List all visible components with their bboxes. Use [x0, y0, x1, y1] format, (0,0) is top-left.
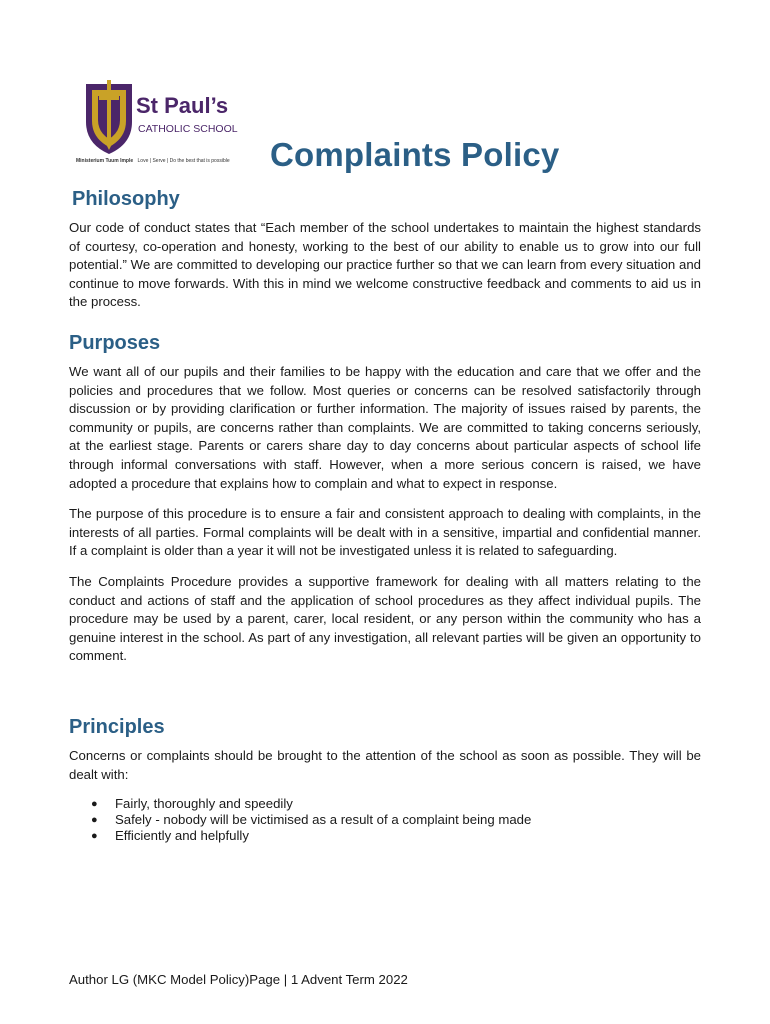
school-crest-icon [72, 70, 272, 170]
list-item [91, 828, 701, 844]
principles-section [69, 716, 701, 844]
list-item [91, 796, 701, 812]
bullet-icon: ● [91, 830, 98, 843]
logo-subtitle: CATHOLIC SCHOOL [138, 123, 238, 135]
principles-list [69, 796, 701, 844]
philosophy-heading: Philosophy [72, 188, 180, 210]
logo-motto-bold: Ministerium Tuum Imple [76, 158, 134, 164]
purposes-paragraph: The purpose of this procedure is to ensure a fair and consistent approach to dealing with complaints, in the interests of all parties. Formal complaints will be dealt with in a sensitive, impartial and confidential manner. If a complaint is older than a year it will not be investigated unless it is related to safeguarding. [69, 506, 701, 559]
document-title: Complaints Policy [270, 136, 560, 173]
purposes-heading: Purposes [69, 332, 161, 354]
school-logo [72, 70, 272, 170]
purposes-paragraph: The Complaints Procedure provides a supportive framework for dealing with all matters relating to the conduct and actions of staff and the application of school procedures as they affect individual pupils. The procedure may be used by a parent, carer, local resident, or any person within the community who has a genuine interest in the school. As part of any investigation, all relevant parties will be given an opportunity to comment. [69, 573, 701, 664]
list-item-text: Efficiently and helpfully [115, 828, 249, 844]
page-footer: Author LG (MKC Model Policy)Page | 1 Advent Term 2022 [69, 972, 408, 987]
list-item-text: Fairly, thoroughly and speedily [115, 796, 293, 812]
logo-name: St Paul’s [136, 93, 229, 118]
logo-motto-rest: Love | Serve | Do the best that is possible [137, 158, 230, 164]
philosophy-paragraph: Our code of conduct states that “Each member of the school undertakes to maintain the highest standards of courtesy, co-operation and honesty, working to the best of our ability to enable us to grow into our full potential.” We are committed to developing our practice further so that we can learn from every situation and continue to move forwards. With this in mind we welcome constructive feedback and comments to aid us in the process. [69, 220, 701, 310]
purposes-paragraph: We want all of our pupils and their families to be happy with the education and care that we offer and the policies and procedures that we follow. Most queries or concerns can be resolved satisfactorily through discussion or by providing clarification or further information. The majority of issues raised by parents, the community or pupils, are concerns rather than complaints. We are committed to taking concerns seriously, at the earliest stage. Parents or carers share day to day concerns about particular aspects of school life through informal conversations with staff. However, when a more serious concern is raised, we have adopted a procedure that explains how to complain and what to expect in response. [69, 364, 701, 491]
philosophy-section [69, 188, 701, 324]
purposes-section [69, 332, 701, 678]
list-item-text: Safely - nobody will be victimised as a result of a complaint being made [115, 812, 532, 828]
principles-intro: Concerns or complaints should be brought to the attention of the school as soon as possible. They will be dealt with: [69, 748, 701, 782]
logo-motto [76, 158, 230, 164]
bullet-icon: ● [91, 814, 98, 827]
principles-heading: Principles [69, 716, 165, 738]
bullet-icon: ● [91, 798, 98, 811]
list-item [91, 812, 701, 828]
